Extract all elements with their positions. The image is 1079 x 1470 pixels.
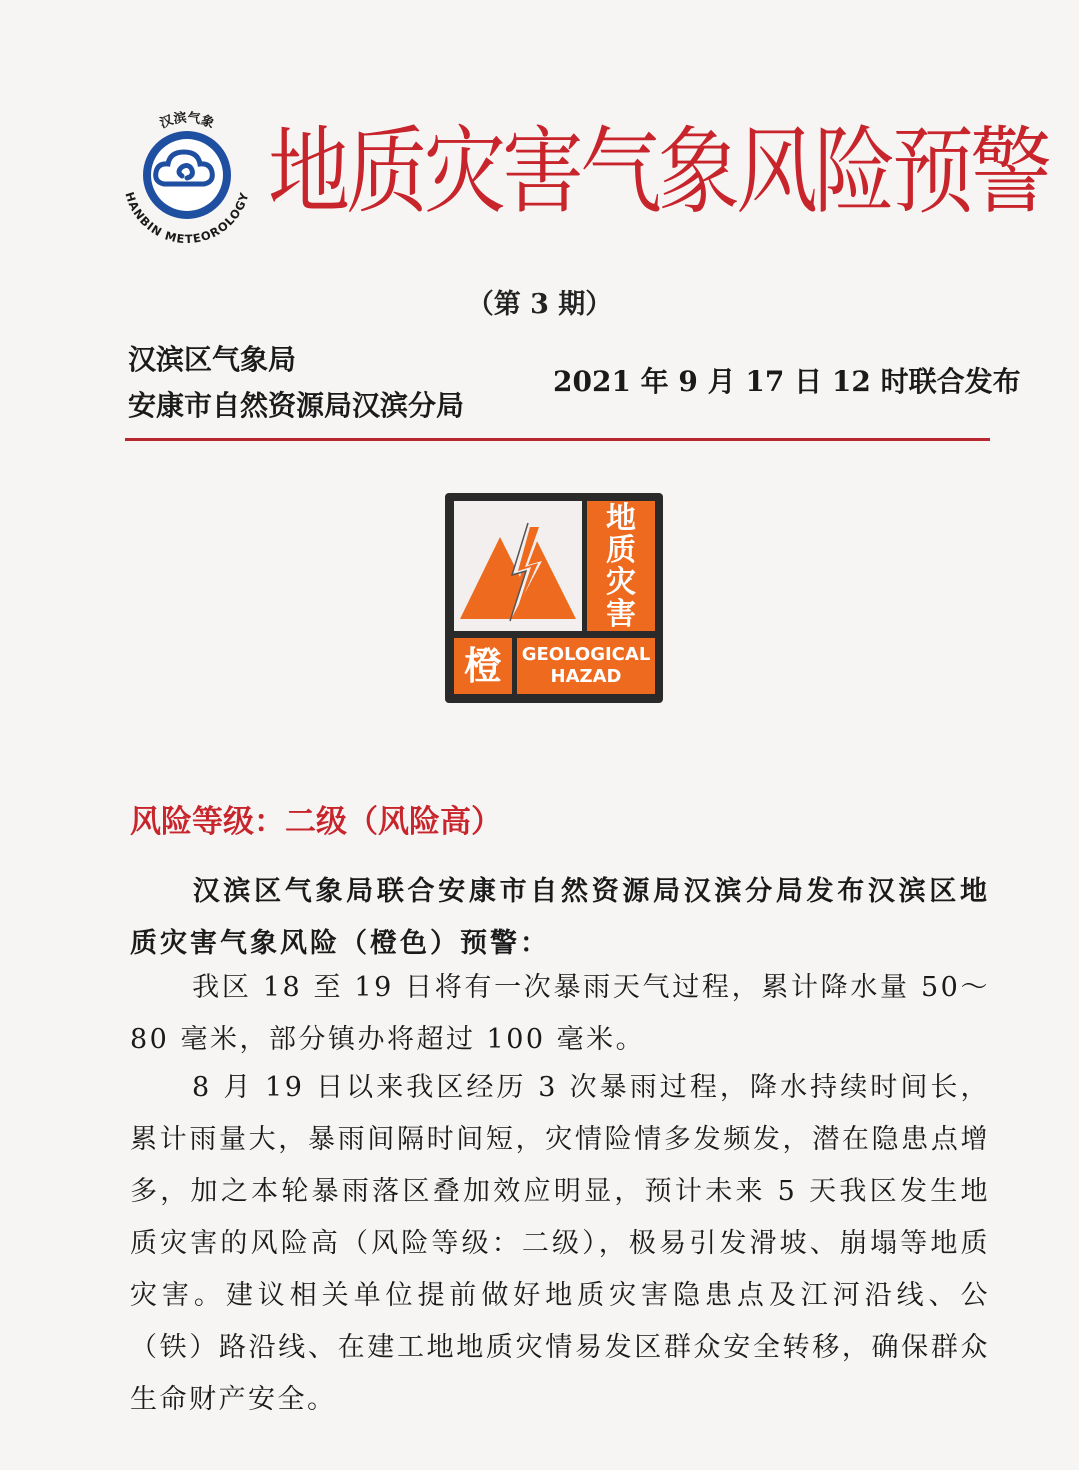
sign-en-line2: HAZAD xyxy=(550,666,622,687)
issuer-1: 汉滨区气象局 xyxy=(128,343,297,376)
page-title: 地质灾害气象风险预警 xyxy=(268,117,1049,228)
header-divider xyxy=(125,438,990,441)
svg-text:汉滨气象 xyxy=(158,110,217,132)
sign-english-label xyxy=(517,638,655,694)
sign-char: 灾 xyxy=(606,565,636,600)
sign-vertical-label xyxy=(587,501,655,631)
risk-level-heading: 风险等级：二级（风险高） xyxy=(130,804,502,840)
sign-level: 橙 xyxy=(454,638,512,694)
release-date: 2021 年 9 月 17 日 12 时联合发布 xyxy=(553,365,1021,398)
paragraph-1 xyxy=(130,866,990,970)
sign-char: 质 xyxy=(606,533,636,568)
sign-en-line1: GEOLOGICAL xyxy=(521,644,651,665)
paragraph-3 xyxy=(130,1062,990,1426)
paragraph-1-text: 汉滨区气象局联合安康市自然资源局汉滨分局发布汉滨区地质灾害气象风险（橙色）预警： xyxy=(130,876,990,959)
logo-cn-text: 汉滨气象 xyxy=(157,110,217,132)
logo-en-text: HANBIN METEOROLOGY xyxy=(122,190,252,247)
paragraph-2-text: 我区 18 至 19 日将有一次暴雨天气过程，累计降水量 50～80 毫米，部分镇办将超过 100 毫米。 xyxy=(130,972,990,1055)
issuer-2: 安康市自然资源局汉滨分局 xyxy=(128,389,465,422)
sign-char: 地 xyxy=(606,501,636,536)
issue-number: （第 3 期） xyxy=(466,289,613,320)
sign-char: 害 xyxy=(606,597,636,632)
mountain-lightning-icon xyxy=(454,501,582,631)
paragraph-3-text: 8 月 19 日以来我区经历 3 次暴雨过程，降水持续时间长，累计雨量大，暴雨间隔时间短，灾情险情多发频发，潜在隐患点增多，加之本轮暴雨落区叠加效应明显，预计未来 5 天我区发生地质灾害的风险高（风险等级：二级），极易引发滑坡、崩塌等地质灾害。建议相关单位提前做好地质灾害隐患点及江河沿线、公（铁）路沿线、在建工地地质灾情易发区群众安全转移，确保群众生命财产安全。 xyxy=(130,1072,990,1415)
paragraph-2 xyxy=(130,962,990,1066)
hanbin-meteorology-logo xyxy=(112,100,262,250)
orange-warning-sign xyxy=(445,493,663,703)
